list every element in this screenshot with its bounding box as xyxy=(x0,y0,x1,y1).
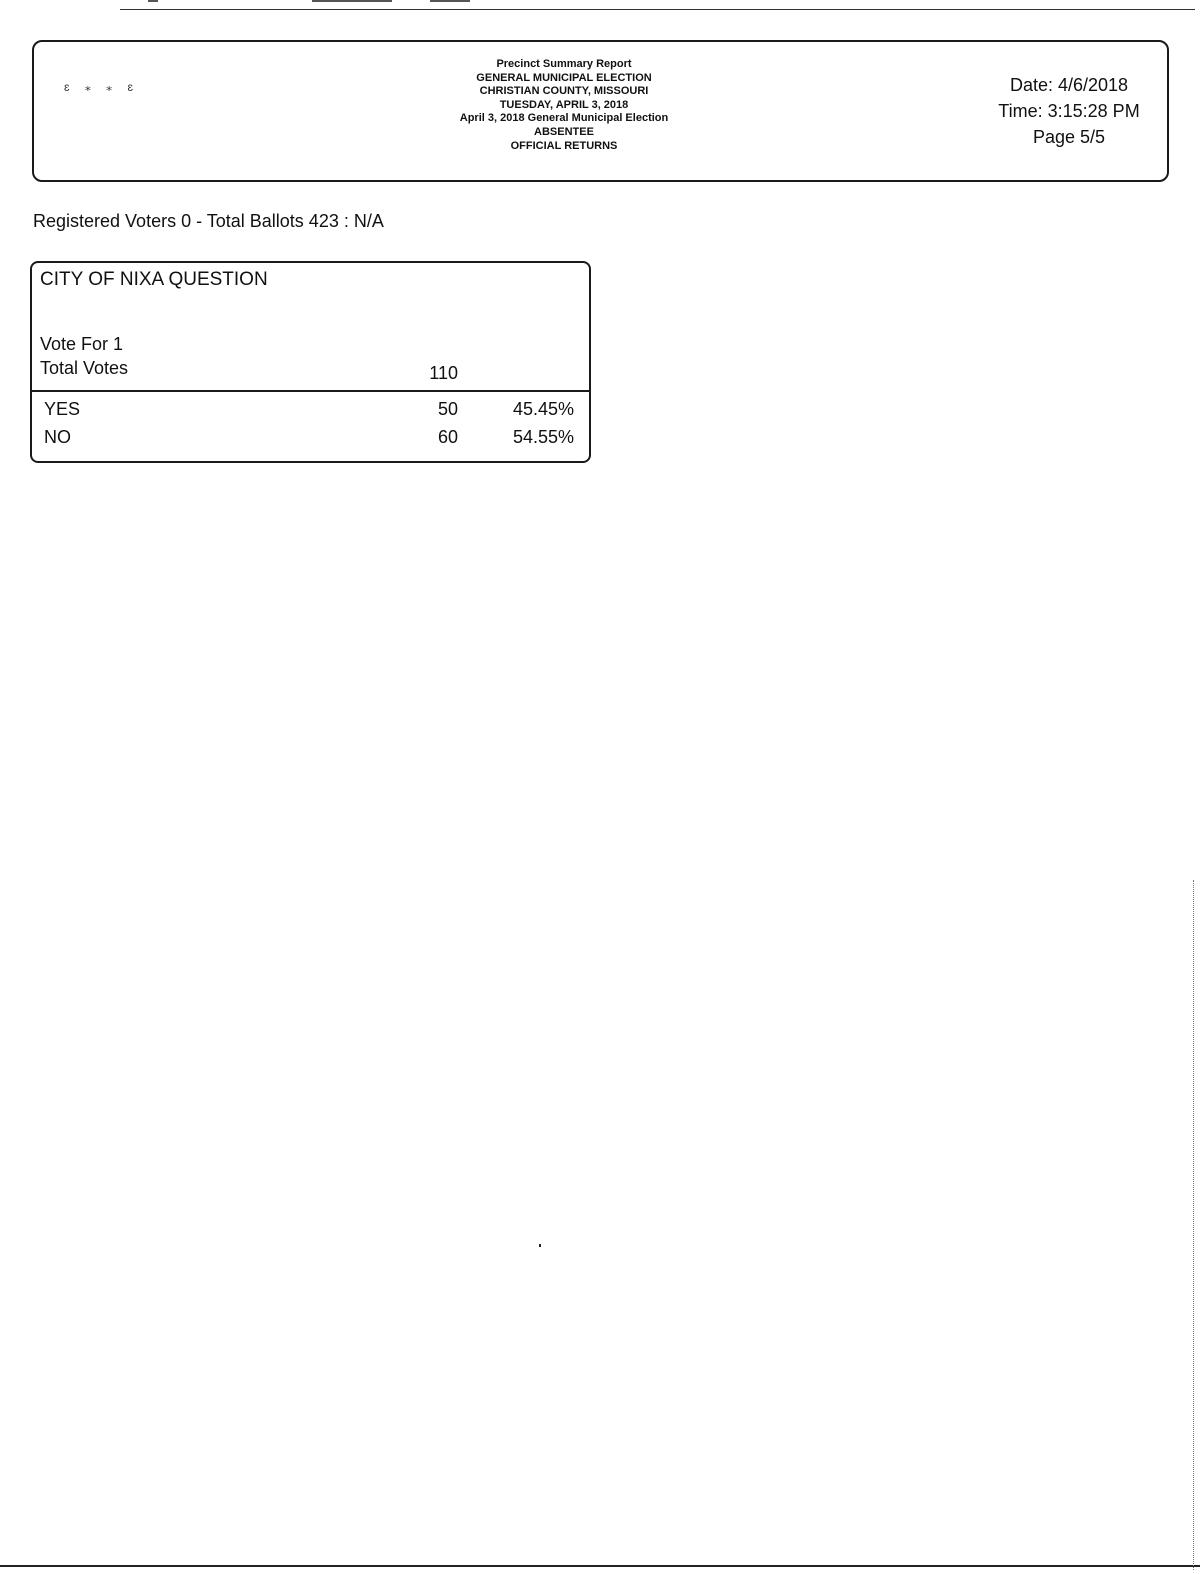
scan-top-mark xyxy=(430,0,470,2)
choice-row-yes xyxy=(32,399,589,423)
scan-speck xyxy=(539,1244,541,1247)
scan-top-mark xyxy=(148,0,158,2)
header-corner-marks: ɛ ⁎ ⁎ ɛ xyxy=(64,80,140,94)
election-description: April 3, 2018 General Municipal Election xyxy=(459,112,669,125)
choice-votes: 60 xyxy=(437,427,458,447)
report-date: Date: 4/6/2018 xyxy=(1009,75,1129,95)
header-meta xyxy=(979,72,1159,150)
vote-for-label: Vote For 1 xyxy=(40,334,124,354)
returns-type: OFFICIAL RETURNS xyxy=(510,139,618,152)
choice-votes: 50 xyxy=(437,399,458,419)
scan-top-mark xyxy=(312,0,392,2)
page-number: Page 5/5 xyxy=(1032,127,1106,147)
contest-title: CITY OF NIXA QUESTION xyxy=(40,269,268,290)
scan-top-line xyxy=(120,9,1195,10)
report-time: Time: 3:15:28 PM xyxy=(998,101,1140,121)
choice-percent: 54.55% xyxy=(512,427,574,447)
scan-right-edge xyxy=(1193,880,1194,1570)
scan-bottom-line xyxy=(0,1565,1200,1567)
header-title-block xyxy=(364,58,764,153)
election-day: TUESDAY, APRIL 3, 2018 xyxy=(499,98,629,111)
total-votes-value: 110 xyxy=(429,363,458,383)
report-title: Precinct Summary Report xyxy=(496,58,632,70)
total-votes-label: Total Votes xyxy=(40,358,129,378)
choice-name: NO xyxy=(44,427,71,447)
election-name: GENERAL MUNICIPAL ELECTION xyxy=(476,71,652,84)
county-name: CHRISTIAN COUNTY, MISSOURI xyxy=(479,85,649,98)
precinct-name: ABSENTEE xyxy=(534,125,594,138)
choice-name: YES xyxy=(44,399,81,419)
choice-row-no xyxy=(32,427,589,451)
choice-percent: 45.45% xyxy=(512,399,574,419)
contest-divider xyxy=(32,390,589,392)
contest-table xyxy=(30,261,591,463)
ballot-summary: Registered Voters 0 - Total Ballots 423 : N/A xyxy=(33,211,384,231)
report-header xyxy=(32,40,1169,182)
